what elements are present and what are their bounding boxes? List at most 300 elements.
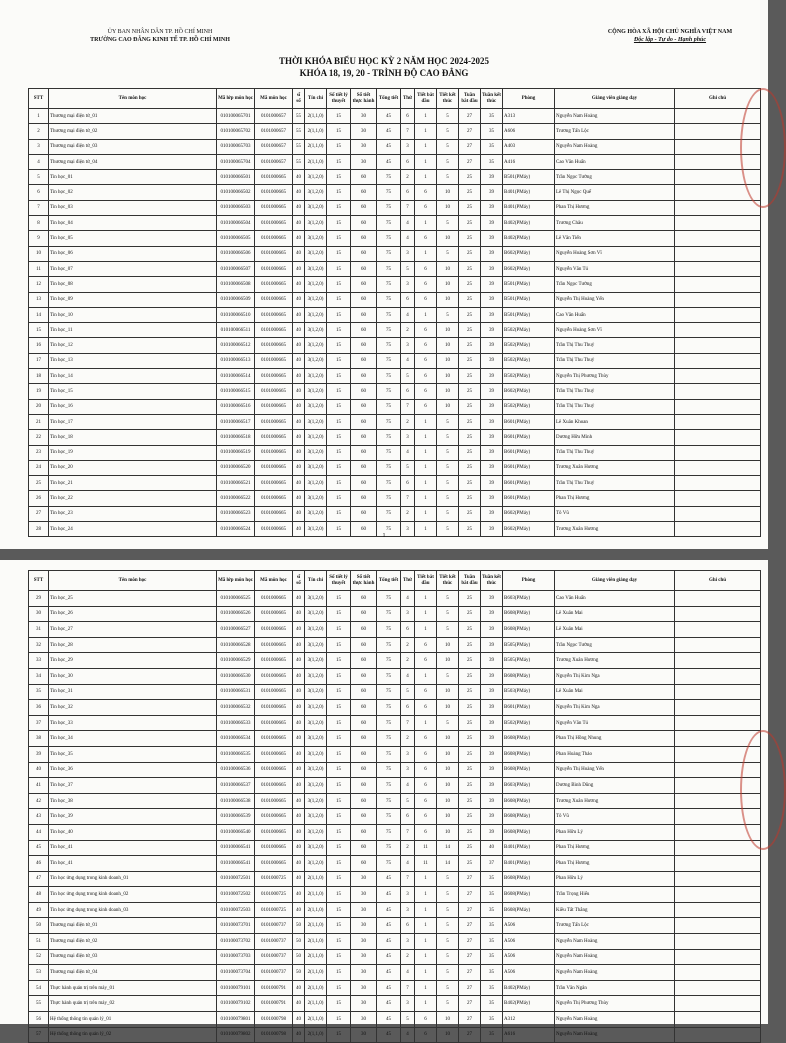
table-cell: 5 <box>437 124 459 139</box>
table-cell: 75 <box>377 430 401 445</box>
table-cell: 3(1,2,0) <box>305 491 327 506</box>
table-row <box>29 231 761 246</box>
table-cell: 0101000665 <box>255 793 293 809</box>
table-cell: 2(1,1,0) <box>305 934 327 950</box>
table-cell: 39 <box>481 185 503 200</box>
table-cell: 15 <box>327 353 351 368</box>
table-cell: 60 <box>351 762 377 778</box>
table-cell: 60 <box>351 323 377 338</box>
table-cell: Lê Văn Tiến <box>555 231 675 246</box>
table-cell: B608(PMáy) <box>503 902 555 918</box>
table-cell: 75 <box>377 200 401 215</box>
table-cell: 40 <box>293 170 305 185</box>
table-cell: 35 <box>481 902 503 918</box>
table-cell: Tin học_37 <box>49 778 217 794</box>
table-cell: 3(1,2,0) <box>305 606 327 622</box>
table-cell: 1 <box>415 506 437 521</box>
table-cell: 15 <box>327 762 351 778</box>
table-cell: 0101000665 <box>255 715 293 731</box>
table-cell: 5 <box>437 414 459 429</box>
table-row <box>29 715 761 731</box>
table-cell: B608(PMáy) <box>503 668 555 684</box>
table-cell: 0101000665 <box>255 399 293 414</box>
table-cell: 3(1,2,0) <box>305 746 327 762</box>
table-cell: 27 <box>459 124 481 139</box>
table-cell: Tin học_41 <box>49 840 217 856</box>
table-cell: 25 <box>459 622 481 638</box>
table-cell: B602(PMáy) <box>503 506 555 521</box>
table-row <box>29 949 761 965</box>
table-cell: 18 <box>29 369 49 384</box>
table-cell: 60 <box>351 200 377 215</box>
table-cell: 3 <box>29 139 49 154</box>
table-cell: 50 <box>293 949 305 965</box>
table-cell: 10 <box>437 277 459 292</box>
table-cell: 75 <box>377 731 401 747</box>
table-cell <box>675 856 761 872</box>
table-row <box>29 200 761 215</box>
table-cell: 2(1,1,0) <box>305 124 327 139</box>
table-cell: 6 <box>401 185 415 200</box>
table-cell: A506 <box>503 918 555 934</box>
table-cell: 6 <box>415 384 437 399</box>
table-row <box>29 369 761 384</box>
table-cell: B608(PMáy) <box>503 762 555 778</box>
table-cell: 0101000665 <box>255 292 293 307</box>
table-row <box>29 856 761 872</box>
table-cell: B602(PMáy) <box>503 522 555 537</box>
table-cell: 6 <box>415 809 437 825</box>
table-cell: 60 <box>351 399 377 414</box>
table-cell <box>675 684 761 700</box>
table-cell: 1 <box>415 996 437 1012</box>
table-cell <box>675 399 761 414</box>
table-cell: 40 <box>293 384 305 399</box>
table-cell: 5 <box>437 430 459 445</box>
table-cell <box>675 1027 761 1043</box>
table-cell: 42 <box>29 793 49 809</box>
table-cell: 0101000725 <box>255 871 293 887</box>
table-cell: 0101000665 <box>255 384 293 399</box>
table-cell: 010100065702 <box>217 124 255 139</box>
table-cell: 4 <box>401 445 415 460</box>
table-cell <box>675 668 761 684</box>
table-cell: B502(PMáy) <box>503 369 555 384</box>
table-cell: 40 <box>293 323 305 338</box>
table-cell <box>675 653 761 669</box>
table-cell: B603(PMáy) <box>503 778 555 794</box>
table-cell: 30 <box>351 980 377 996</box>
table-cell: 6 <box>415 261 437 276</box>
table-cell <box>675 460 761 475</box>
table-cell: 50 <box>29 918 49 934</box>
table-cell: 1 <box>415 522 437 537</box>
table-cell: 0101000657 <box>255 124 293 139</box>
table-cell: 010100066520 <box>217 460 255 475</box>
table-cell: A506 <box>503 949 555 965</box>
table-cell: 15 <box>327 154 351 169</box>
table-cell: 2(1,1,0) <box>305 139 327 154</box>
table-cell <box>675 277 761 292</box>
table-cell: 25 <box>459 307 481 322</box>
column-header: Mã môn học <box>255 89 293 109</box>
table-cell: 1 <box>415 445 437 460</box>
table-cell: Trần Ngọc Tường <box>555 277 675 292</box>
table-cell: 60 <box>351 824 377 840</box>
table-cell: 15 <box>327 460 351 475</box>
table-cell <box>675 965 761 981</box>
table-row <box>29 246 761 261</box>
table-cell: 2 <box>401 414 415 429</box>
table-cell: Tin học_12 <box>49 338 217 353</box>
table-cell: B402(PMáy) <box>503 216 555 231</box>
table-cell: 39 <box>481 591 503 607</box>
column-header: Tín chỉ <box>305 571 327 591</box>
table-cell: 20 <box>29 399 49 414</box>
table-cell: 5 <box>401 460 415 475</box>
table-row <box>29 185 761 200</box>
table-cell: 35 <box>481 124 503 139</box>
table-cell: Trương Tấn Lộc <box>555 124 675 139</box>
table-cell: 39 <box>481 653 503 669</box>
table-cell: 60 <box>351 491 377 506</box>
table-cell: 6 <box>415 684 437 700</box>
table-cell: 0101000791 <box>255 980 293 996</box>
table-cell: 5 <box>437 980 459 996</box>
table-cell: B401(PMáy) <box>503 856 555 872</box>
table-cell: 5 <box>437 668 459 684</box>
table-cell: 39 <box>481 216 503 231</box>
table-cell: B602(PMáy) <box>503 246 555 261</box>
table-cell: Thực hành quản trị trên máy_01 <box>49 980 217 996</box>
table-cell: 010100065701 <box>217 109 255 124</box>
table-header-row <box>29 571 761 591</box>
table-cell: 39 <box>481 261 503 276</box>
table-cell: 5 <box>437 871 459 887</box>
table-cell: 60 <box>351 369 377 384</box>
table-cell: 45 <box>377 980 401 996</box>
table-row <box>29 124 761 139</box>
table-cell: 3(1,2,0) <box>305 246 327 261</box>
table-cell: Tin học_03 <box>49 200 217 215</box>
table-cell: 3(1,2,0) <box>305 856 327 872</box>
column-header: Tiết bắt đầu <box>415 89 437 109</box>
table-cell: Nguyễn Thị Hoàng Yến <box>555 292 675 307</box>
table-cell: 6 <box>401 384 415 399</box>
table-cell: 3 <box>401 606 415 622</box>
table-cell: 60 <box>351 231 377 246</box>
table-cell: 15 <box>327 307 351 322</box>
table-cell: 5 <box>437 965 459 981</box>
table-cell: 25 <box>459 200 481 215</box>
table-cell: 3(1,2,0) <box>305 476 327 491</box>
table-row <box>29 399 761 414</box>
column-header: Số tiết thực hành <box>351 571 377 591</box>
table-row <box>29 965 761 981</box>
table-row <box>29 934 761 950</box>
table-cell: 010100073701 <box>217 918 255 934</box>
table-cell: 010100066503 <box>217 200 255 215</box>
table-cell: 27 <box>459 980 481 996</box>
table-cell: 27 <box>459 1012 481 1028</box>
table-cell: 39 <box>481 307 503 322</box>
table-cell: 40 <box>293 277 305 292</box>
table-cell: Tin học_28 <box>49 637 217 653</box>
table-cell: 10 <box>437 384 459 399</box>
table-cell: B608(PMáy) <box>503 887 555 903</box>
table-row <box>29 700 761 716</box>
table-cell: 75 <box>377 793 401 809</box>
table-cell: 40 <box>293 793 305 809</box>
table-cell: Phan Thị Hương <box>555 491 675 506</box>
table-cell: 2(1,1,0) <box>305 965 327 981</box>
table-cell: Nguyễn Nam Hoàng <box>555 109 675 124</box>
table-cell: 75 <box>377 246 401 261</box>
table-cell: 0101000665 <box>255 231 293 246</box>
table-cell: 15 <box>327 684 351 700</box>
table-cell: 7 <box>401 200 415 215</box>
column-header: Tuần kết thúc <box>481 571 503 591</box>
table-cell: 40 <box>293 778 305 794</box>
table-cell: 25 <box>459 778 481 794</box>
table-cell: 60 <box>351 170 377 185</box>
table-cell: 37 <box>481 856 503 872</box>
table-cell: B401(PMáy) <box>503 840 555 856</box>
table-cell: 7 <box>29 200 49 215</box>
table-cell: 45 <box>29 840 49 856</box>
table-cell: Tin học_23 <box>49 506 217 521</box>
table-cell: Tin học ứng dụng trong kinh doanh_03 <box>49 902 217 918</box>
table-cell: 1 <box>415 430 437 445</box>
table-cell: 30 <box>351 918 377 934</box>
table-cell: 1 <box>415 887 437 903</box>
table-row <box>29 476 761 491</box>
table-cell: 3(1,2,0) <box>305 809 327 825</box>
table-cell: 40 <box>293 369 305 384</box>
table-row <box>29 445 761 460</box>
table-row <box>29 637 761 653</box>
table-cell: 4 <box>401 856 415 872</box>
table-cell: 3 <box>401 746 415 762</box>
table-cell: Tin học_02 <box>49 185 217 200</box>
table-cell: 0101000665 <box>255 369 293 384</box>
table-cell: 60 <box>351 684 377 700</box>
table-cell: 40 <box>293 637 305 653</box>
table-cell: B601(PMáy) <box>503 445 555 460</box>
table-cell: 7 <box>401 124 415 139</box>
table-cell: Thương mại điện tử_03 <box>49 139 217 154</box>
table-cell: 15 <box>327 261 351 276</box>
table-cell: Nguyễn Thị Kim Nga <box>555 700 675 716</box>
table-row <box>29 622 761 638</box>
table-cell: 3(1,2,0) <box>305 715 327 731</box>
table-cell: 2 <box>401 731 415 747</box>
table-cell: 75 <box>377 292 401 307</box>
table-cell: 30 <box>351 902 377 918</box>
table-row <box>29 762 761 778</box>
table-cell: 25 <box>459 731 481 747</box>
table-cell: 14 <box>29 307 49 322</box>
table-cell: 75 <box>377 353 401 368</box>
column-header: Tên môn học <box>49 89 217 109</box>
table-cell: 6 <box>415 700 437 716</box>
table-cell: 39 <box>481 476 503 491</box>
table-cell: 1 <box>415 414 437 429</box>
table-cell: 35 <box>481 887 503 903</box>
table-cell: B505(PMáy) <box>503 637 555 653</box>
table-cell: 15 <box>327 668 351 684</box>
table-cell: 40 <box>293 231 305 246</box>
table-cell: 30 <box>351 949 377 965</box>
table-cell: 30 <box>351 871 377 887</box>
table-cell: 40 <box>293 445 305 460</box>
table-cell: 6 <box>415 793 437 809</box>
table-cell: 010100066536 <box>217 762 255 778</box>
column-header: Số tiết lý thuyết <box>327 571 351 591</box>
table-cell: 25 <box>459 606 481 622</box>
table-cell: 27 <box>459 902 481 918</box>
table-cell: 0101000665 <box>255 261 293 276</box>
table-cell: 25 <box>459 746 481 762</box>
table-row <box>29 778 761 794</box>
table-cell: 40 <box>293 684 305 700</box>
table-cell: 27 <box>459 996 481 1012</box>
table-cell: Trương Xuân Hương <box>555 522 675 537</box>
table-cell <box>675 307 761 322</box>
table-cell: 15 <box>327 323 351 338</box>
table-cell: 55 <box>29 996 49 1012</box>
table-cell: 5 <box>437 246 459 261</box>
table-cell: 55 <box>293 154 305 169</box>
table-cell: 25 <box>459 445 481 460</box>
table-cell: 40 <box>293 430 305 445</box>
table-cell: 1 <box>415 934 437 950</box>
table-cell: B608(PMáy) <box>503 824 555 840</box>
table-cell: 5 <box>437 154 459 169</box>
table-row <box>29 261 761 276</box>
table-cell: 0101000665 <box>255 840 293 856</box>
table-cell: 41 <box>29 778 49 794</box>
table-cell: 010100066515 <box>217 384 255 399</box>
table-cell: 60 <box>351 653 377 669</box>
table-cell: 010100066523 <box>217 506 255 521</box>
table-cell: 25 <box>459 491 481 506</box>
table-cell: 2(1,1,0) <box>305 949 327 965</box>
table-cell: 15 <box>327 369 351 384</box>
table-cell: 40 <box>293 307 305 322</box>
table-cell: 5 <box>437 522 459 537</box>
table-cell: 15 <box>327 338 351 353</box>
table-cell: 010100066524 <box>217 522 255 537</box>
table-cell: Nguyễn Nam Hoàng <box>555 1027 675 1043</box>
table-cell <box>675 996 761 1012</box>
table-row <box>29 384 761 399</box>
table-cell: 25 <box>459 216 481 231</box>
table-cell: B601(PMáy) <box>503 430 555 445</box>
table-cell: 0101000665 <box>255 323 293 338</box>
table-cell: 10 <box>437 185 459 200</box>
table-cell: 40 <box>293 522 305 537</box>
table-cell: Trần Thị Thu Thuỷ <box>555 399 675 414</box>
table-cell: B602(PMáy) <box>503 384 555 399</box>
table-cell: 15 <box>327 1027 351 1043</box>
table-cell: 35 <box>481 154 503 169</box>
table-cell: 40 <box>293 506 305 521</box>
column-header: sĩ số <box>293 89 305 109</box>
table-cell: Trần Ngọc Tường <box>555 170 675 185</box>
table-cell: 0101000798 <box>255 1027 293 1043</box>
table-cell: 010100073702 <box>217 934 255 950</box>
table-cell: 35 <box>481 934 503 950</box>
table-cell: 27 <box>459 918 481 934</box>
table-cell: 3(1,2,0) <box>305 216 327 231</box>
table-cell: 30 <box>351 1012 377 1028</box>
table-cell: Tin học_09 <box>49 292 217 307</box>
table-cell: 010100066510 <box>217 307 255 322</box>
column-header: STT <box>29 571 49 591</box>
table-cell: Thương mại điện tử_03 <box>49 949 217 965</box>
table-cell: 25 <box>459 323 481 338</box>
table-cell: 60 <box>351 185 377 200</box>
table-cell: 22 <box>29 430 49 445</box>
column-header: Tên môn học <box>49 571 217 591</box>
table-cell: 010100066538 <box>217 793 255 809</box>
table-cell: Phan Hữu Lý <box>555 824 675 840</box>
table-cell: 10 <box>437 653 459 669</box>
table-cell <box>675 353 761 368</box>
table-cell: 27 <box>459 109 481 124</box>
table-cell: A312 <box>503 1012 555 1028</box>
column-header: Tuần kết thúc <box>481 89 503 109</box>
table-cell: 25 <box>459 824 481 840</box>
table-cell: 0101000665 <box>255 353 293 368</box>
table-cell <box>675 934 761 950</box>
table-cell: 3 <box>401 277 415 292</box>
column-header: Tuần bắt đầu <box>459 89 481 109</box>
table-cell: 75 <box>377 369 401 384</box>
table-cell: 25 <box>459 668 481 684</box>
table-cell: 39 <box>481 414 503 429</box>
table-row <box>29 746 761 762</box>
table-cell: 5 <box>437 170 459 185</box>
table-cell: 40 <box>293 902 305 918</box>
table-cell: 0101000665 <box>255 746 293 762</box>
table-cell: 10 <box>437 1012 459 1028</box>
table-cell: 60 <box>351 460 377 475</box>
table-cell: 39 <box>481 606 503 622</box>
table-cell: Trần Thị Thu Thuỷ <box>555 476 675 491</box>
table-cell: 3(1,2,0) <box>305 591 327 607</box>
table-cell: 30 <box>351 109 377 124</box>
table-cell: 75 <box>377 684 401 700</box>
column-header: Mã lớp môn học <box>217 89 255 109</box>
table-cell: 010100066505 <box>217 231 255 246</box>
table-cell: B502(PMáy) <box>503 323 555 338</box>
table-cell: Hệ thống thông tin quản lý_02 <box>49 1027 217 1043</box>
table-cell: 15 <box>327 476 351 491</box>
table-cell: Trần Thị Thu Thuỷ <box>555 445 675 460</box>
table-cell: 25 <box>459 170 481 185</box>
table-cell: 0101000665 <box>255 200 293 215</box>
table-cell: 25 <box>459 185 481 200</box>
table-cell: 75 <box>377 606 401 622</box>
table-cell: 12 <box>29 277 49 292</box>
table-cell: 15 <box>327 746 351 762</box>
table-cell: 75 <box>377 522 401 537</box>
table-cell: 9 <box>29 231 49 246</box>
table-cell: 11 <box>415 840 437 856</box>
table-cell: Trần Thị Thu Thuỷ <box>555 384 675 399</box>
